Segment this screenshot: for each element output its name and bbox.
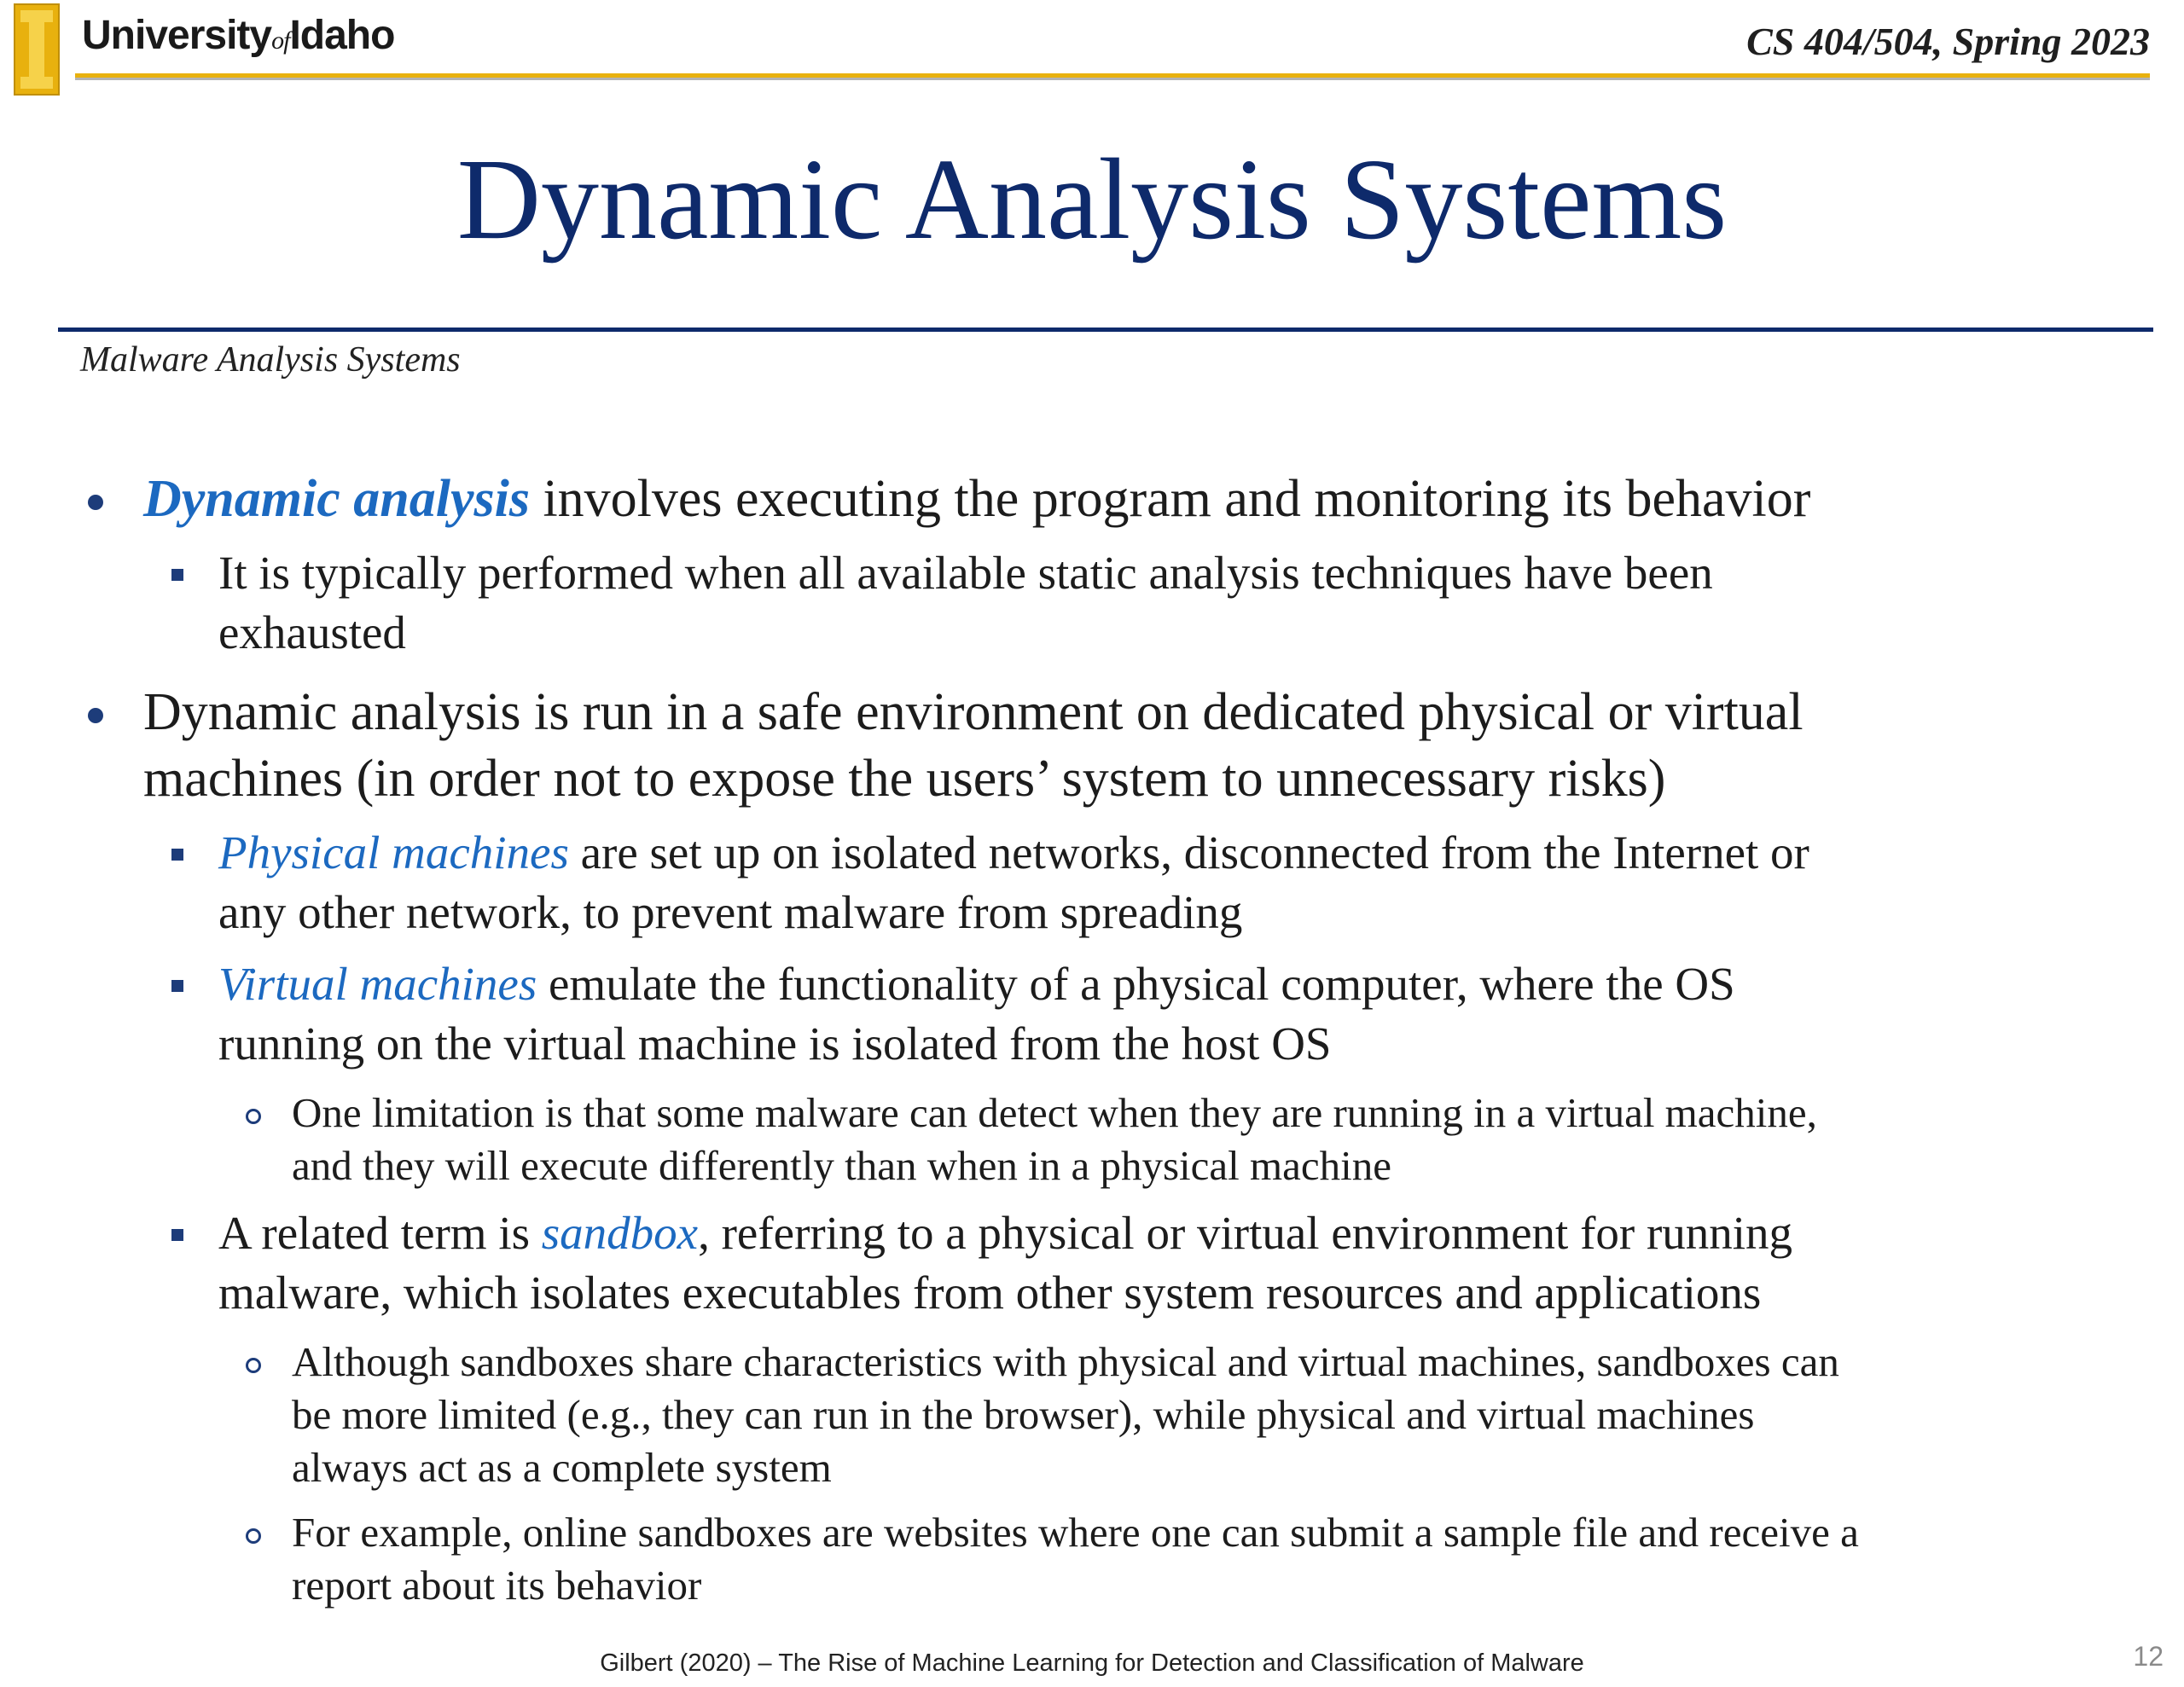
bullet-2-sub-3-child-1-line-2: be more limited (e.g., they can run in the browser), while physical and virtual machines bbox=[292, 1391, 1755, 1438]
bullet-2-sub-2-text: emulate the functionality of a physical computer, where the OS bbox=[537, 958, 1735, 1010]
wordmark-of: of bbox=[271, 26, 290, 55]
bullet-square-icon bbox=[171, 1229, 183, 1241]
bullet-2-sub-1 bbox=[218, 826, 1809, 879]
bullet-1 bbox=[143, 469, 1810, 530]
header-gray-rule bbox=[75, 78, 2150, 80]
term-sandbox: sandbox bbox=[541, 1207, 699, 1259]
course-label: CS 404/504, Spring 2023 bbox=[1746, 20, 2150, 63]
term-virtual-machines: Virtual machines bbox=[218, 958, 537, 1010]
bullet-2-sub-3-child-2-line-1: For example, online sandboxes are websites where one can submit a sample file and receive a bbox=[292, 1509, 1859, 1556]
bullet-2-sub-1-line-2: any other network, to prevent malware from spreading bbox=[218, 886, 1243, 938]
bullet-2-line-2: machines (in order not to expose the users’ system to unnecessary risks) bbox=[143, 750, 1666, 808]
page-number: 12 bbox=[2133, 1641, 2164, 1672]
bullet-square-icon bbox=[171, 980, 183, 992]
bullet-2-sub-3-prefix: A related term is bbox=[218, 1207, 542, 1259]
bullet-dot-icon bbox=[88, 495, 103, 510]
bullet-2-sub-2 bbox=[218, 957, 1735, 1011]
bullet-2-sub-2-child-1-line-2: and they will execute differently than when in a physical machine bbox=[292, 1142, 1391, 1189]
wordmark-idaho: Idaho bbox=[289, 13, 395, 58]
bullet-2-sub-3-line-2: malware, which isolates executables from other system resources and applications bbox=[218, 1267, 1762, 1319]
bullet-2-sub-3 bbox=[218, 1206, 1792, 1260]
bullet-2-sub-2-child-1-line-1: One limitation is that some malware can detect when they are running in a virtual machine, bbox=[292, 1089, 1817, 1136]
bullet-2-sub-3-child-1-line-1: Although sandboxes share characteristics with physical and virtual machines, sandboxes can bbox=[292, 1338, 1839, 1385]
bullet-2-line-1: Dynamic analysis is run in a safe environment on dedicated physical or virtual bbox=[143, 683, 1804, 741]
wordmark-university: University bbox=[82, 13, 272, 58]
bullet-1-text: involves executing the program and monitoring its behavior bbox=[529, 470, 1811, 528]
bullet-square-icon bbox=[171, 849, 183, 861]
term-dynamic-analysis: Dynamic analysis bbox=[143, 470, 530, 528]
citation-footer: Gilbert (2020) – The Rise of Machine Learning for Detection and Classification of Malware bbox=[600, 1649, 1584, 1677]
bullet-dot-icon bbox=[88, 708, 103, 723]
bullet-2-sub-3-child-2-line-2: report about its behavior bbox=[292, 1562, 702, 1609]
bullet-2-sub-2-line-2: running on the virtual machine is isolated from the host OS bbox=[218, 1017, 1332, 1070]
bullet-square-icon bbox=[171, 569, 183, 581]
term-physical-machines: Physical machines bbox=[218, 826, 569, 878]
bullet-2-sub-3-child-1-line-3: always act as a complete system bbox=[292, 1444, 832, 1491]
bullet-2-sub-3-text: , referring to a physical or virtual environment for running bbox=[698, 1207, 1793, 1259]
bullet-2-sub-1-text: are set up on isolated networks, disconnected from the Internet or bbox=[568, 826, 1809, 878]
slide-title: Dynamic Analysis Systems bbox=[456, 136, 1728, 264]
bullet-1-sub-1-line-2: exhausted bbox=[218, 606, 406, 658]
section-subtitle: Malware Analysis Systems bbox=[80, 340, 461, 380]
university-wordmark bbox=[82, 12, 394, 59]
university-logo-icon bbox=[14, 3, 60, 96]
bullet-circle-icon bbox=[246, 1109, 261, 1124]
bullet-1-sub-1-line-1: It is typically performed when all available static analysis techniques have been bbox=[218, 547, 1713, 599]
title-rule bbox=[58, 328, 2153, 332]
bullet-circle-icon bbox=[246, 1528, 261, 1544]
bullet-circle-icon bbox=[246, 1358, 261, 1373]
